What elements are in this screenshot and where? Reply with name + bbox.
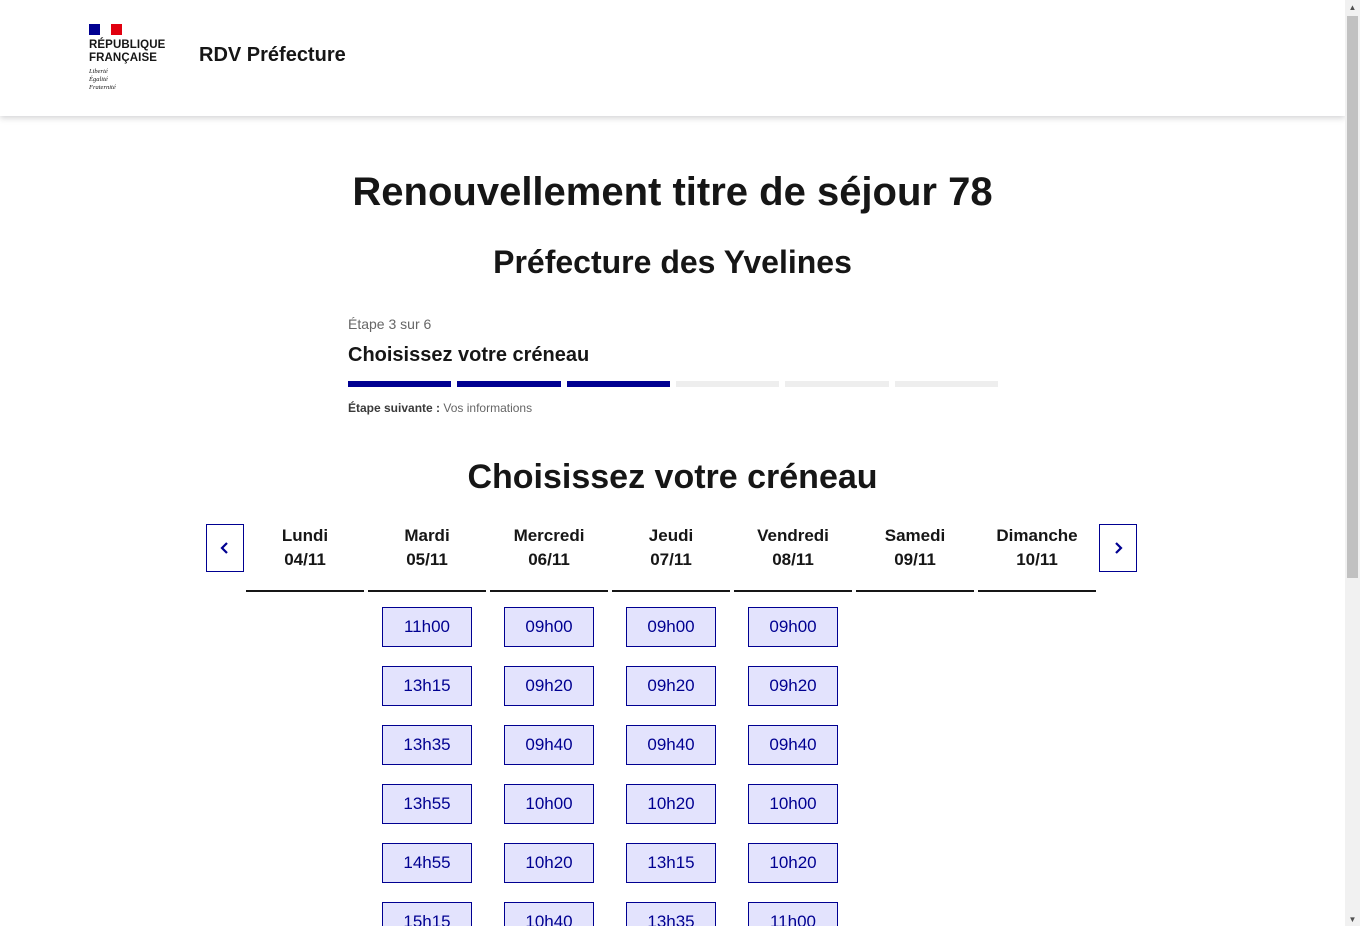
time-slot-button[interactable]: 10h20 xyxy=(748,843,838,883)
time-slot-button[interactable]: 11h00 xyxy=(382,607,472,647)
time-slot-button[interactable]: 11h00 xyxy=(748,902,838,926)
logo-text xyxy=(89,39,179,65)
next-week-button[interactable] xyxy=(1099,524,1137,572)
day-header xyxy=(734,524,852,592)
day-header xyxy=(368,524,486,592)
time-slot-button[interactable]: 09h20 xyxy=(748,666,838,706)
day-header xyxy=(246,524,364,592)
day-column xyxy=(734,524,852,926)
time-slot-button[interactable]: 13h55 xyxy=(382,784,472,824)
vertical-scrollbar[interactable] xyxy=(1345,0,1360,926)
logo-motto xyxy=(89,68,179,92)
motto-fraternite: Fraternité xyxy=(89,84,116,91)
stepper-segment xyxy=(785,381,888,387)
time-slot-button[interactable]: 09h20 xyxy=(504,666,594,706)
stepper-state: Étape 3 sur 6 xyxy=(348,316,432,332)
chevron-right-icon xyxy=(1112,541,1124,555)
scroll-up-arrow-icon[interactable]: ▲ xyxy=(1348,2,1357,12)
site-header xyxy=(0,0,1345,116)
day-column xyxy=(490,524,608,926)
chevron-left-icon xyxy=(219,541,231,555)
calendar-heading: Choisissez votre créneau xyxy=(467,458,878,496)
stepper-next-label: Étape suivante : xyxy=(348,401,441,415)
scrollbar-thumb[interactable] xyxy=(1347,16,1358,578)
time-slot-button[interactable]: 09h20 xyxy=(626,666,716,706)
day-name: Mercredi xyxy=(513,526,585,545)
republique-francaise-logo[interactable] xyxy=(89,24,179,96)
page-title: Renouvellement titre de séjour 78 xyxy=(352,170,993,214)
time-slot-button[interactable]: 09h00 xyxy=(626,607,716,647)
day-column xyxy=(856,524,974,926)
day-date: 08/11 xyxy=(772,550,814,569)
day-name: Mardi xyxy=(404,526,450,545)
motto-liberte: Liberté xyxy=(89,68,108,75)
stepper-progress xyxy=(348,381,998,387)
page-subtitle: Préfecture des Yvelines xyxy=(493,244,852,280)
time-slot-button[interactable]: 10h20 xyxy=(504,843,594,883)
slot-list xyxy=(734,607,852,926)
stepper-segment xyxy=(567,381,670,387)
motto-egalite: Égalité xyxy=(89,76,108,83)
time-slot-button[interactable]: 14h55 xyxy=(382,843,472,883)
time-slot-button[interactable]: 13h35 xyxy=(382,725,472,765)
day-column xyxy=(612,524,730,926)
stepper-segment xyxy=(348,381,451,387)
day-column xyxy=(246,524,364,926)
day-name: Jeudi xyxy=(648,526,694,545)
stepper-segment xyxy=(895,381,998,387)
service-name-link[interactable]: RDV Préfecture xyxy=(199,44,346,66)
stepper xyxy=(348,316,998,415)
day-column xyxy=(978,524,1096,926)
day-date: 04/11 xyxy=(284,550,326,569)
stepper-title: Choisissez votre créneau xyxy=(348,344,590,366)
time-slot-button[interactable]: 10h00 xyxy=(504,784,594,824)
day-date: 10/11 xyxy=(1016,550,1058,569)
french-flag-icon xyxy=(89,24,122,35)
time-slot-button[interactable]: 13h15 xyxy=(626,843,716,883)
day-date: 06/11 xyxy=(528,550,570,569)
day-header xyxy=(978,524,1096,592)
time-slot-button[interactable]: 09h40 xyxy=(504,725,594,765)
day-date: 09/11 xyxy=(894,550,936,569)
day-name: Lundi xyxy=(281,526,329,545)
previous-week-button[interactable] xyxy=(206,524,244,572)
time-slot-button[interactable]: 09h00 xyxy=(504,607,594,647)
time-slot-button[interactable]: 15h15 xyxy=(382,902,472,926)
slot-list xyxy=(490,607,608,926)
stepper-segment xyxy=(457,381,560,387)
time-slot-button[interactable]: 10h40 xyxy=(504,902,594,926)
stepper-next-step xyxy=(348,401,998,415)
day-name: Vendredi xyxy=(757,526,829,545)
time-slot-button[interactable]: 09h40 xyxy=(748,725,838,765)
time-slot-button[interactable]: 10h20 xyxy=(626,784,716,824)
day-header xyxy=(856,524,974,592)
day-name: Dimanche xyxy=(996,526,1078,545)
time-slot-button[interactable]: 13h15 xyxy=(382,666,472,706)
scroll-down-arrow-icon[interactable]: ▼ xyxy=(1348,914,1357,924)
stepper-next-value: Vos informations xyxy=(443,401,533,415)
time-slot-button[interactable]: 10h00 xyxy=(748,784,838,824)
time-slot-button[interactable]: 13h35 xyxy=(626,902,716,926)
day-name: Samedi xyxy=(884,526,946,545)
day-header xyxy=(612,524,730,592)
calendar-days xyxy=(246,524,1096,926)
time-slot-button[interactable]: 09h00 xyxy=(748,607,838,647)
stepper-segment xyxy=(676,381,779,387)
slot-list xyxy=(612,607,730,926)
logo-line-2: FRANÇAISE xyxy=(89,52,157,64)
day-date: 05/11 xyxy=(406,550,448,569)
day-date: 07/11 xyxy=(650,550,692,569)
time-slot-button[interactable]: 09h40 xyxy=(626,725,716,765)
day-column xyxy=(368,524,486,926)
day-header xyxy=(490,524,608,592)
logo-line-1: RÉPUBLIQUE xyxy=(89,39,166,51)
slot-list xyxy=(368,607,486,926)
